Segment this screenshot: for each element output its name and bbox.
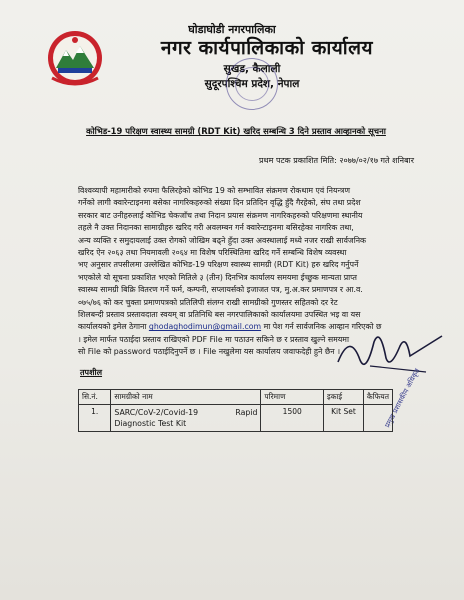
body-line: विश्वव्यापी महामारीको रुपमा फैलिरहेको कोभिड 19 को सम्भावित संक्रमण रोकथाम एवं नियन्त्रण bbox=[78, 186, 350, 195]
col-header-sn: सि.नं. bbox=[79, 390, 111, 405]
office-seal-icon bbox=[226, 58, 278, 110]
body-line: भएकोले यो सूचना प्रकाशित भएको मितिले ३ (तीन) दिनभित्र कार्यालय समयमा ईच्छुक मान्यता प्राप्त bbox=[78, 272, 357, 282]
cell-item-name: SARC/CoV-2/Covid-19 Rapid Diagnostic Test Kit bbox=[111, 405, 261, 432]
table-header-row bbox=[79, 390, 393, 405]
body-line: अन्य व्यक्ति र समुदायलाई उक्त रोगको जोखिम बढ्ने हुँदा उक्त अवस्थालाई मध्ये नजर राखी सार्वजनिक bbox=[78, 235, 367, 245]
table-row bbox=[79, 405, 393, 432]
first-publication-date: प्रथम पटक प्रकाशित मिति: २०७७/०२/१७ गते शनिबार bbox=[258, 156, 414, 165]
col-header-quantity: परिमाण bbox=[261, 390, 324, 405]
body-line: खरिद ऐन २०६३ तथा नियमावली २०६४ मा विशेष परिस्थितिमा खरिद गर्ने सम्बन्धि विशेष व्यवस्था bbox=[78, 248, 347, 258]
body-line: स्वास्थ्य सामग्री बिक्रि वितरण गर्ने फर्म, कम्पनी, सप्लायर्सको इजाजत पत्र, मु.अ.कर प्रमाणपत्र र आ.व. bbox=[78, 285, 363, 295]
col-header-item-name: सामग्रीको नाम bbox=[111, 390, 261, 405]
col-header-unit: इकाई bbox=[324, 390, 364, 405]
address-line-2: सुदूरपश्चिम प्रदेश, नेपाल bbox=[204, 78, 300, 90]
cell-remarks bbox=[363, 405, 392, 432]
email-line-suffix: मा पेश गर्न सार्वजनिक आव्हान गरिएको छ bbox=[263, 322, 382, 332]
body-line: सरकार बाट उनीहरुलाई कोभिड चेकजाँच तथा निदान प्रयास संक्रमण नागरिकहरुको परिक्षणमा स्थानीय bbox=[78, 210, 363, 220]
officer-stamp-text: प्रमुख प्रशासकीय अधिकृत bbox=[383, 367, 422, 429]
body-line: भए अनुसार तपसीलमा उल्लेखित कोभिड-19 परिक्षण स्वास्थ्य सामग्री (RDT Kit) हरु खरिद गर्नुपर्ने bbox=[78, 260, 359, 270]
body-line: शिलबन्दी प्रस्ताव प्रस्तावदाता स्वयम् वा प्रतिनिधि बस नगरपालिकाको कार्यालयमा उपस्थित भइ वा यस bbox=[78, 310, 361, 320]
cell-unit: Kit Set bbox=[324, 405, 364, 432]
notice-subject: कोभिड-19 परिक्षण स्वास्थ्य सामग्री (RDT Kit) खरिद सम्बन्धि 3 दिने प्रस्ताव आव्हानको सूचना bbox=[86, 126, 386, 136]
email-line-prefix: कार्यालयको इमेल ठेगाना bbox=[78, 322, 147, 332]
cell-sn: 1. bbox=[79, 405, 111, 432]
body-line: सो File को password पठाईदिनुपर्ने छ । File नखुलेमा यस कार्यालय जवाफदेही हुने छैन । bbox=[78, 347, 341, 357]
col-header-remarks: कैफियत bbox=[363, 390, 392, 405]
body-line: गर्नेको लागी क्वारेन्टाइनमा बसेका नागरिकहरुको संख्या दिन प्रतिदिन वृद्धि हुँदै गैरहेको, संघ तथा प्रदेश bbox=[78, 198, 361, 208]
cell-quantity: 1500 bbox=[261, 405, 324, 432]
schedule-table bbox=[78, 389, 393, 432]
schedule-title: तपशील bbox=[80, 368, 103, 377]
municipality-name: घोडाघोडी नगरपालिका bbox=[188, 23, 276, 36]
body-line: । इमेल मार्फत पठाईदा प्रस्ताव राखिएको PDF File मा पठाउन सकिने छ र प्रस्ताव खुल्ने समयमा bbox=[78, 334, 349, 344]
body-line: तहले नै उक्त निदानका सामाग्रीहरु खरिद गरी अवलम्बन गर्न क्वारेन्टाइनमा बसिरहेका नागरिक तथा, bbox=[78, 223, 354, 233]
address-line-1: सुखड, कैलाली bbox=[223, 63, 281, 75]
email-link[interactable]: ghodaghodimun@gmail.com bbox=[148, 322, 262, 332]
body-line: ०७५/७६ को कर चुक्ता प्रमाणपत्रको प्रतिलिपी संलग्न राखी सामग्रीको गुणस्तर सहितको दर रेट bbox=[78, 297, 338, 307]
office-name: नगर कार्यपालिकाको कार्यालय bbox=[160, 37, 374, 59]
